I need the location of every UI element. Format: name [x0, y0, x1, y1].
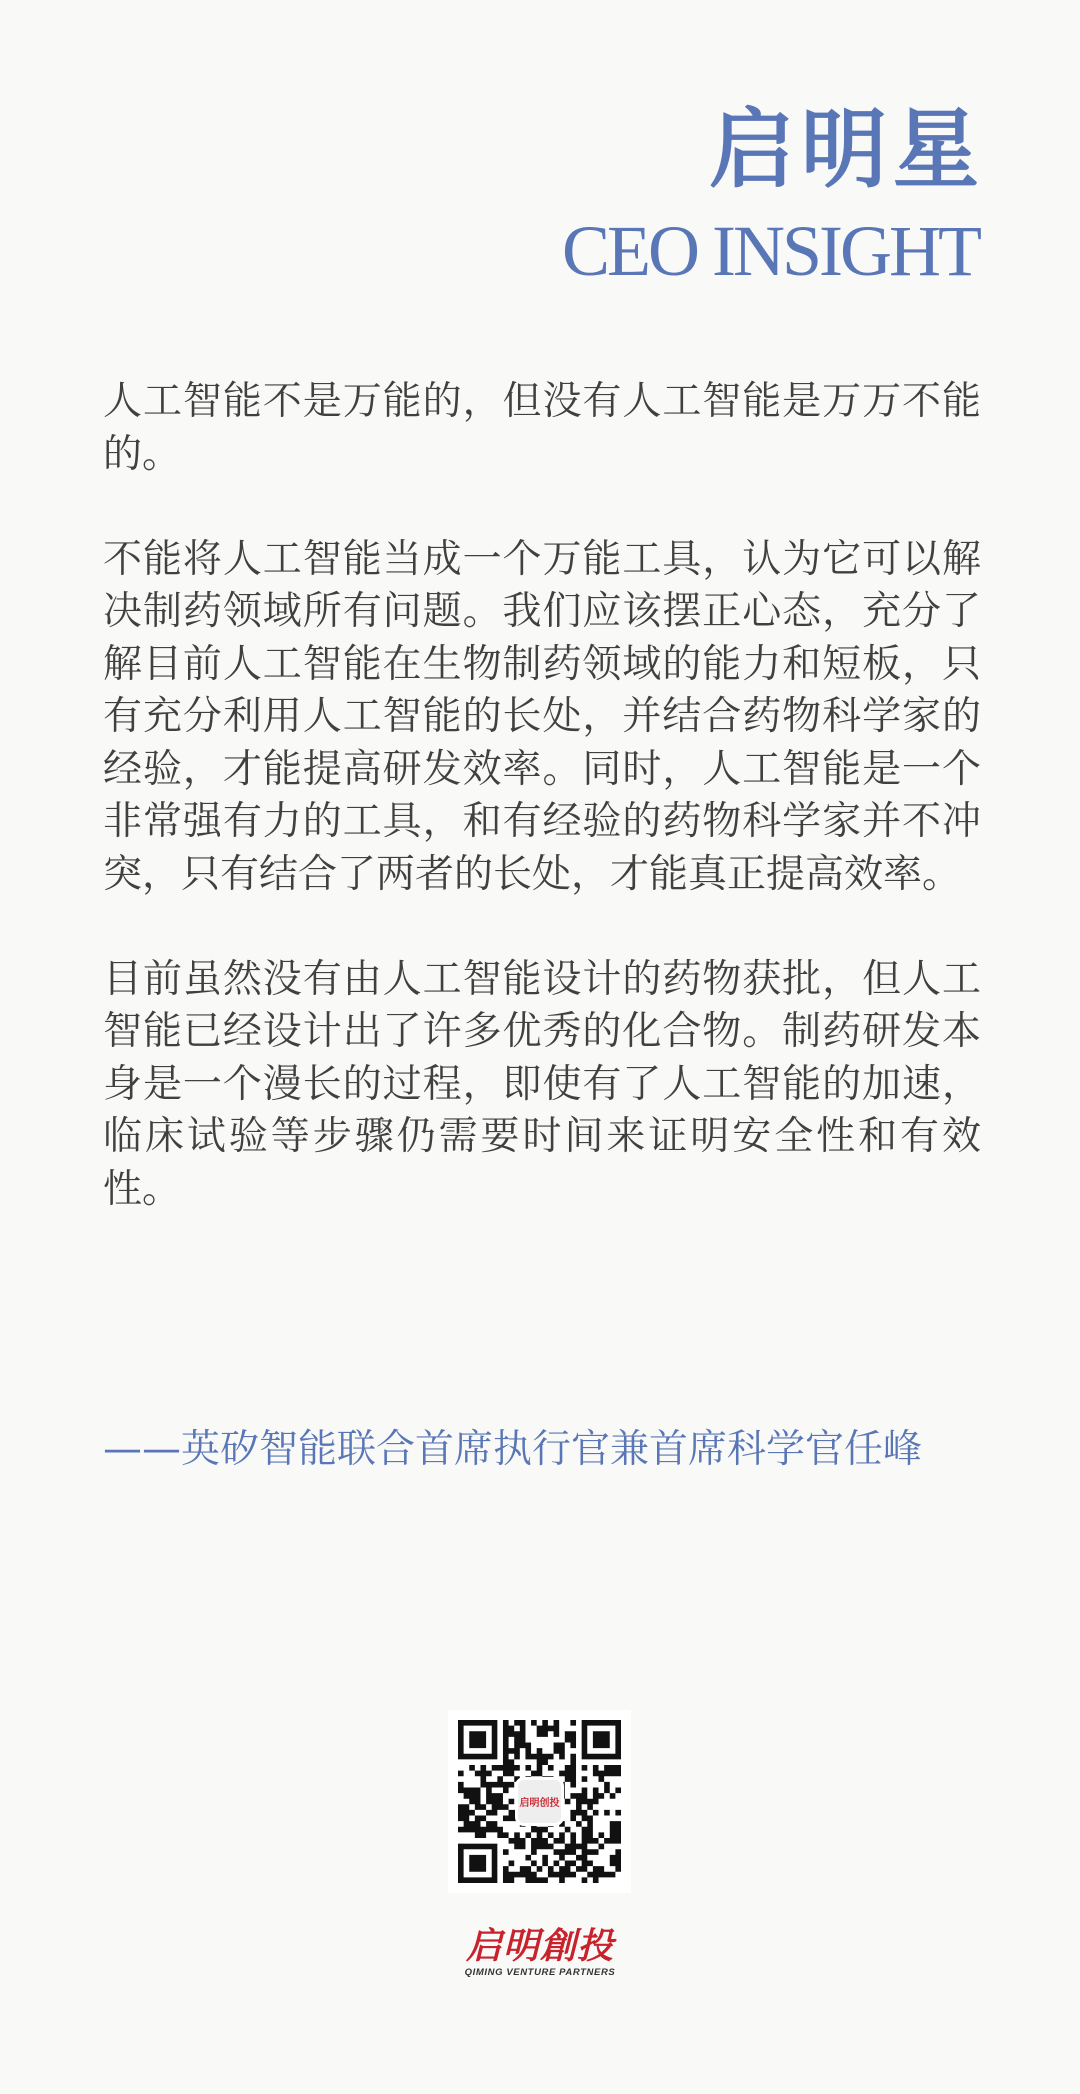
logo-wordmark-cn: 启明創投: [465, 1926, 614, 1967]
quote-paragraph-1: 人工智能不是万能的，但没有人工智能是万万不能的。: [103, 379, 981, 477]
header: [562, 99, 985, 294]
quote-body: [103, 376, 981, 1269]
quote-attribution: ——英矽智能联合首席执行官兼首席科学官任峰: [103, 1427, 923, 1472]
brand-title-cn: 启明星: [709, 99, 985, 200]
brand-title-en: CEO INSIGHT: [562, 211, 979, 291]
qr-center-logo: 启明创投: [518, 1780, 561, 1823]
qiming-logo: [455, 1927, 625, 1979]
quote-paragraph-3: 目前虽然没有由人工智能设计的药物获批，但人工智能已经设计出了许多优秀的化合物。制药研发本身是一个漫长的过程，即使有了人工智能的加速，临床试验等步骤仍需要时间来证明安全性和有效性。: [103, 956, 981, 1212]
qr-code: [448, 1710, 631, 1893]
quote-paragraph-2: 不能将人工智能当成一个万能工具，认为它可以解决制药领域所有问题。我们应该摆正心态，充分了解目前人工智能在生物制药领域的能力和短板，只有充分利用人工智能的长处，并结合药物科学家的经验，才能提高研发效率。同时，人工智能是一个非常强有力的工具，和有经验的药物科学家并不冲突，只有结合了两者的长处，才能真正提高效率。: [103, 536, 981, 897]
logo-wordmark-en: QIMING VENTURE PARTNERS: [464, 1967, 616, 1978]
